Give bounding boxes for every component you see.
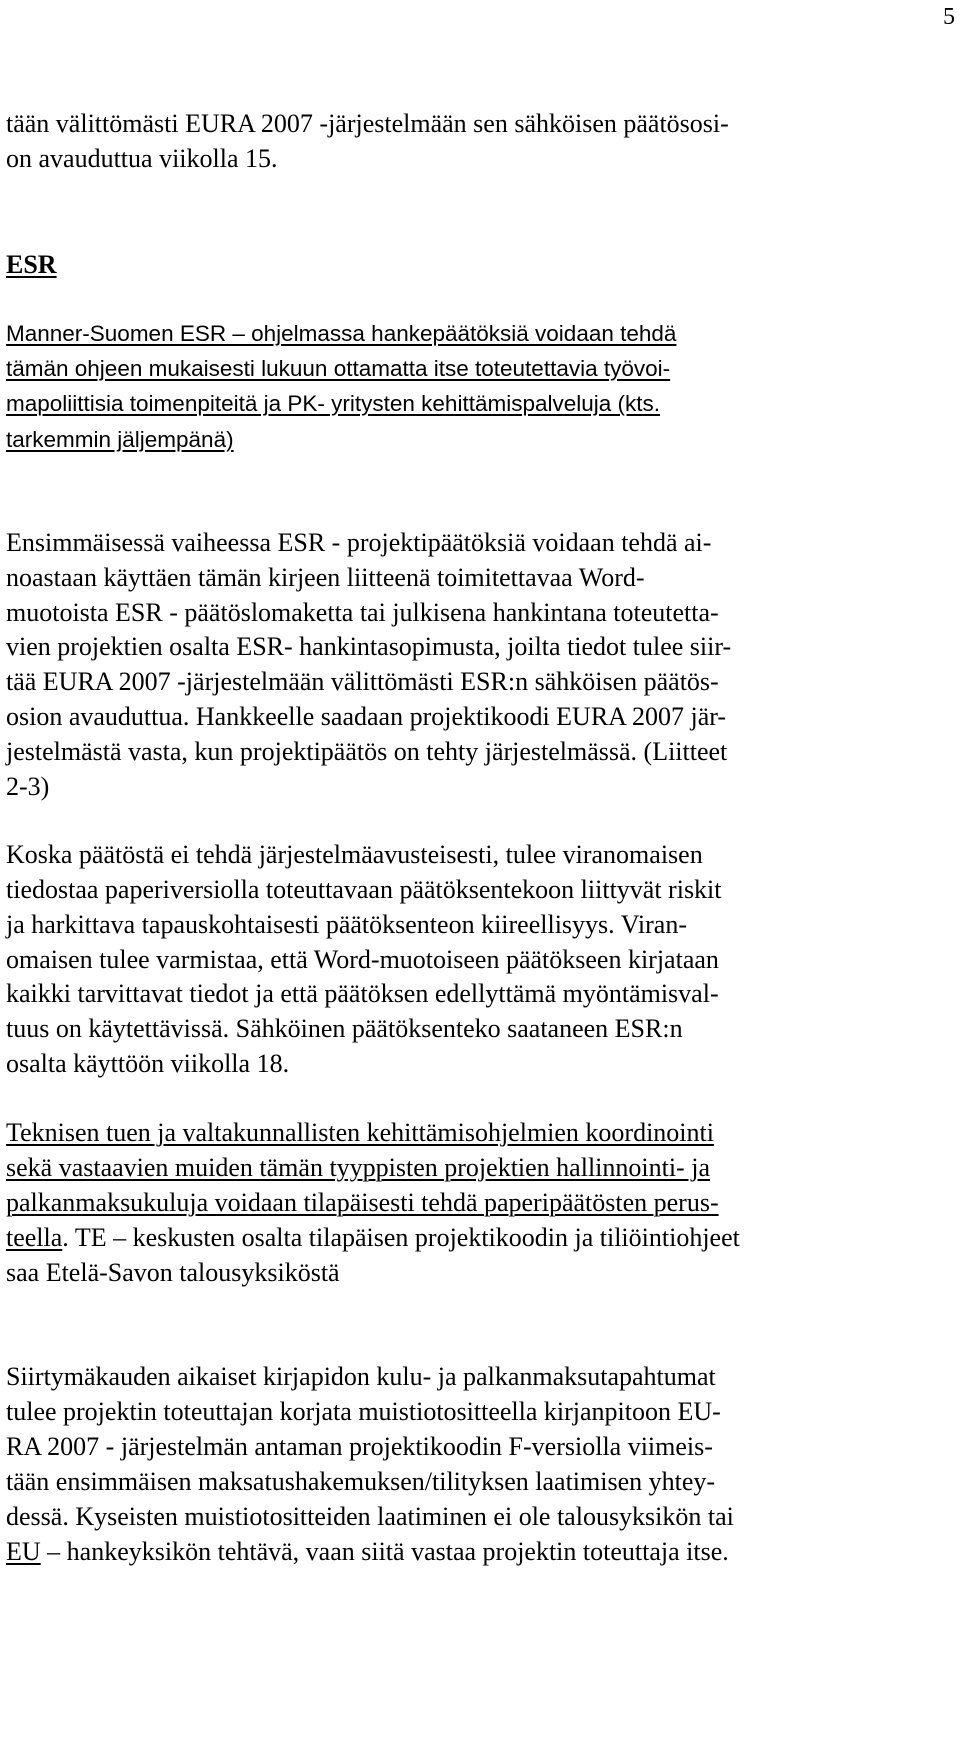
paragraph-line: Koska päätöstä ei tehdä järjestelmäavusteisesti, tulee viranomaisen [6, 840, 703, 869]
paragraph-line: ja harkittava tapauskohtaisesti päätöksenteon kiireellisyys. Viran- [6, 910, 687, 939]
paragraph-line: tuus on käytettävissä. Sähköinen päätöksenteko saataneen ESR:n [6, 1014, 683, 1043]
paragraph-line: sekä vastaavien muiden tämän tyyppisten projektien hallinnointi- ja [6, 1153, 710, 1182]
paragraph-line: tulee projektin toteuttajan korjata muistiotositteella kirjanpitoon EU- [6, 1397, 721, 1426]
paragraph-line: Teknisen tuen ja valtakunnallisten kehittämisohjelmien koordinointi [6, 1118, 714, 1147]
paragraph-line: muotoista ESR - päätöslomaketta tai julkisena hankintana toteutetta- [6, 598, 719, 627]
intro-line: tään välittömästi EURA 2007 -järjestelmään sen sähköisen päätösosi- [6, 109, 729, 138]
paragraph-line: tää EURA 2007 -järjestelmään välittömästi ESR:n sähköisen päätös- [6, 667, 719, 696]
paragraph-line: Ensimmäisessä vaiheessa ESR - projektipäätöksiä voidaan tehdä ai- [6, 528, 712, 557]
esr-note-line: tämän ohjeen mukaisesti lukuun ottamatta itse toteutettavia työvoi- [6, 356, 671, 381]
paragraph-line: saa Etelä-Savon talousyksiköstä [6, 1258, 340, 1287]
paragraph-line: Siirtymäkauden aikaiset kirjapidon kulu- ja palkanmaksutapahtumat [6, 1362, 716, 1391]
paragraph-line: RA 2007 - järjestelmän antaman projektikoodin F-versiolla viimeis- [6, 1432, 713, 1461]
paragraph-line: kaikki tarvittavat tiedot ja että päätöksen edellyttämä myöntämisval- [6, 979, 719, 1008]
paragraph-line: noastaan käyttäen tämän kirjeen liitteenä toimitettavaa Word- [6, 563, 645, 592]
paragraph-line: tään ensimmäisen maksatushakemuksen/tilityksen laatimisen yhtey- [6, 1467, 716, 1496]
esr-note-line: tarkemmin jäljempänä) [6, 427, 234, 452]
line-text: . TE – keskusten osalta tilapäisen projektikoodin ja tiliöintiohjeet [62, 1223, 740, 1252]
page-number: 5 [943, 4, 955, 30]
esr-note-line: Manner-Suomen ESR – ohjelmassa hankepäätöksiä voidaan tehdä [6, 321, 677, 346]
paragraph-line: palkanmaksukuluja voidaan tilapäisesti tehdä paperipäätösten perus- [6, 1188, 719, 1217]
paragraph-line: osion avauduttua. Hankkeelle saadaan projektikoodi EURA 2007 jär- [6, 702, 727, 731]
paragraph-line: dessä. Kyseisten muistiotositteiden laatiminen ei ole talousyksikön tai [6, 1502, 734, 1531]
esr-note-line: mapoliittisia toimenpiteitä ja PK- yritysten kehittämispalveluja (kts. [6, 391, 661, 416]
paragraph-line: tiedostaa paperiversiolla toteuttavaan päätöksentekoon liittyvät riskit [6, 875, 722, 904]
esr-heading: ESR [6, 250, 57, 279]
paragraph-line: jestelmästä vasta, kun projektipäätös on tehty järjestelmässä. (Liitteet [6, 737, 728, 766]
paragraph-line: 2-3) [6, 772, 50, 801]
underlined-word: teella [6, 1223, 63, 1252]
underlined-word: EU [6, 1537, 41, 1566]
paragraph-line: vien projektien osalta ESR- hankintasopimusta, joilta tiedot tulee siir- [6, 632, 732, 661]
paragraph-line [6, 1535, 729, 1569]
line-text: – hankeyksikön tehtävä, vaan siitä vastaa projektin toteuttaja itse. [40, 1537, 729, 1566]
paragraph-line: omaisen tulee varmistaa, että Word-muotoiseen päätökseen kirjataan [6, 945, 719, 974]
paragraph-line: osalta käyttöön viikolla 18. [6, 1049, 290, 1078]
paragraph-line [6, 1221, 740, 1255]
intro-line: on avauduttua viikolla 15. [6, 144, 278, 173]
